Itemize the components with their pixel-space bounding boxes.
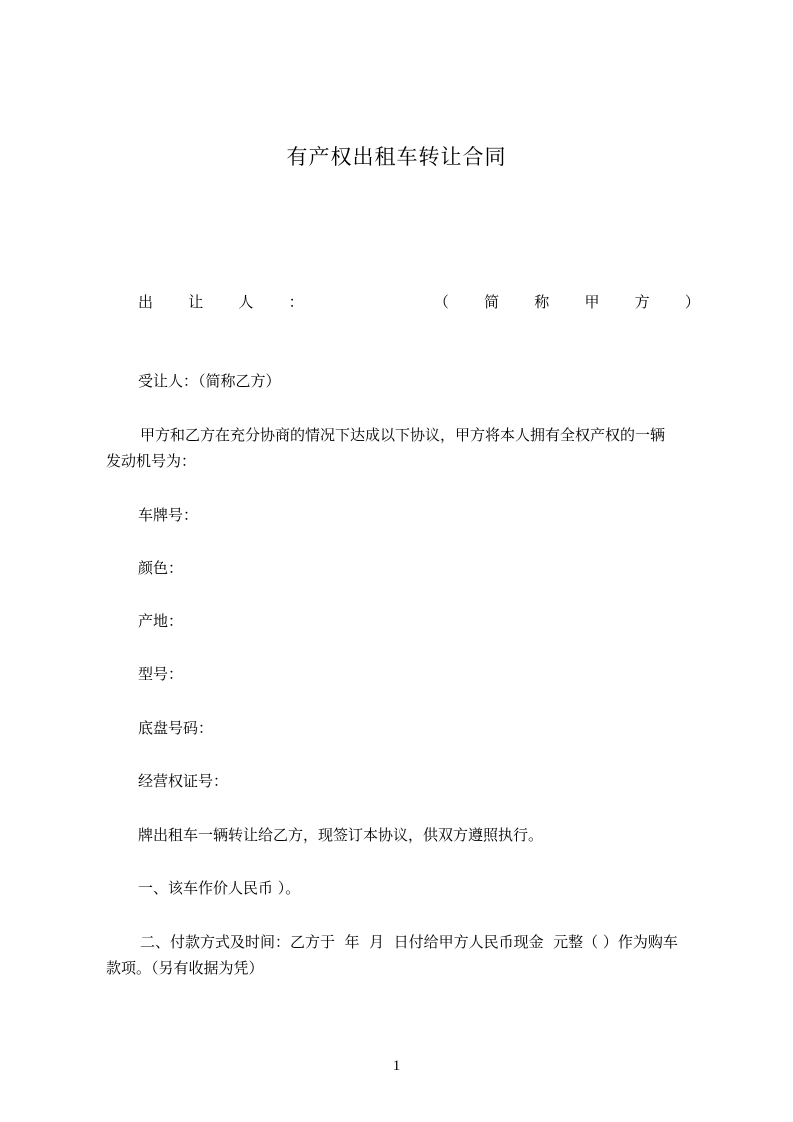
transferor-char: 方 <box>634 293 650 311</box>
transferor-char: 称 <box>534 293 550 311</box>
clause-1: 一、该车作价人民币 ）。 <box>138 879 301 897</box>
transferor-char: 让 <box>188 293 204 311</box>
transferor-char: 出 <box>138 293 154 311</box>
clause-2-line-1: 二、付款方式及时间：乙方于 年 月 日付给甲方人民币现金 元整（ ）作为购车 <box>140 933 678 951</box>
color-field: 颜色： <box>138 559 184 577</box>
intro-line-1: 甲方和乙方在充分协商的情况下达成以下协议，甲方将本人拥有全权产权的一辆 <box>140 426 666 444</box>
clause-2-line-2: 款项。（另有收据为凭） <box>106 959 264 977</box>
transferor-char: ： <box>288 293 304 311</box>
page-number: 1 <box>392 1058 401 1074</box>
intro-line-2: 发动机号为： <box>106 452 197 470</box>
transferor-char: 甲 <box>584 293 600 311</box>
transferor-char: （ <box>433 293 449 311</box>
transferee-line: 受让人：（简称乙方） <box>138 372 281 390</box>
transfer-sentence: 牌出租车一辆转让给乙方，现签订本协议，供双方遵照执行。 <box>138 826 544 844</box>
transferor-char: 简 <box>484 293 500 311</box>
transferor-char: 人 <box>238 293 254 311</box>
blank-gap <box>339 292 399 312</box>
transferor-char: ） <box>684 293 700 311</box>
transferor-line <box>138 292 700 312</box>
chassis-field: 底盘号码： <box>138 719 214 737</box>
origin-field: 产地： <box>138 612 184 630</box>
license-field: 经营权证号： <box>138 772 229 790</box>
model-field: 型号： <box>138 665 184 683</box>
document-title: 有产权出租车转让合同 <box>286 145 507 169</box>
plate-field: 车牌号： <box>138 506 199 524</box>
